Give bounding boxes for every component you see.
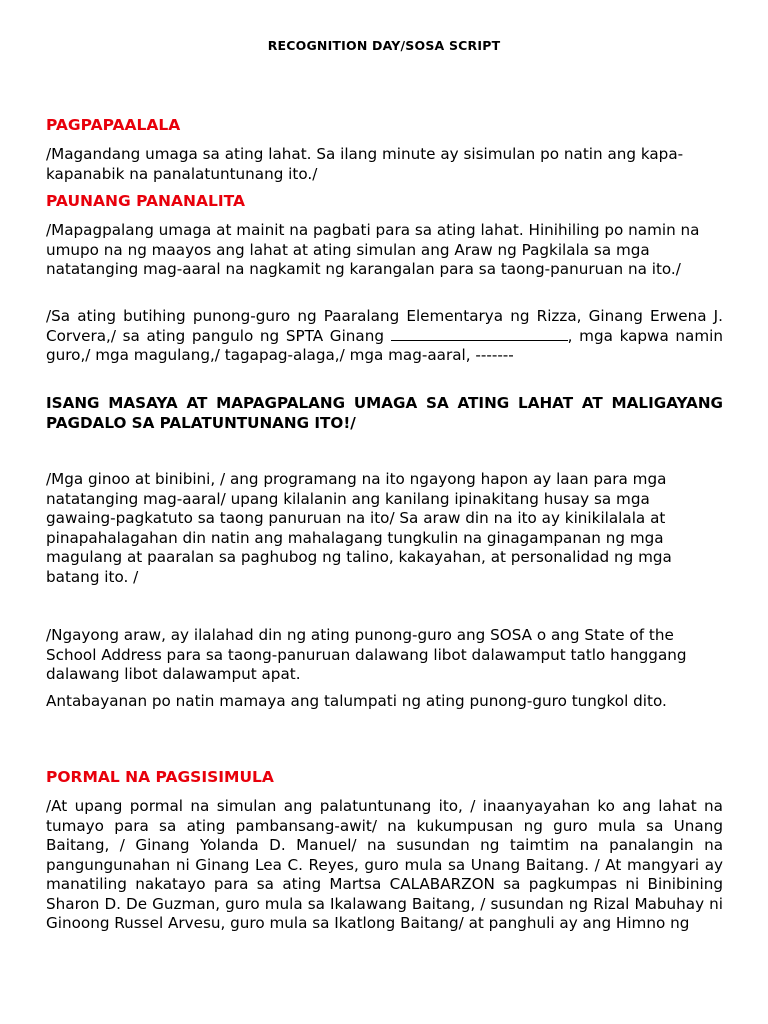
paragraph-sosa: /Ngayong araw, ay ilalahad din ng ating punong-guro ang SOSA o ang State of the School Address para sa taong-panuruan dalawang libot dalawamput tatlo hanggang dalawang libot dalawamput apat. — [46, 626, 687, 683]
paragraph-pagpapaalala: /Magandang umaga sa ating lahat. Sa ilang minute ay sisimulan po natin ang kapa-kapanabik na panalatuntunang ito./ — [46, 145, 684, 183]
acknowledgements-text-end: , mga kapwa namin guro,/ mga magulang,/ tagapag-alaga,/ mga mag-aaral, ------- — [46, 326, 724, 364]
acknowledgements-text-start: /Sa ating butihing punong-guro ng Paaralang Elementarya ng Rizza, Ginang Erwena J. Corvera,/ sa ating pangulo ng SPTA Ginang — [46, 307, 723, 345]
name-blank-line — [391, 328, 568, 341]
paragraph-opening: /At upang pormal na simulan ang palatuntunang ito, / inaanyayahan ko ang lahat na tumayo para sa ating pambansang-awit/ na kukumpusan ng guro mula sa Unang Baitang, / Ginang Yolanda D. Manuel/ na susundan ng taimtim na panalangin na pangungunahan ni Ginang Lea C. Reyes, guro mula sa Unang Baitang. / At mangyari ay manatiling nakatayo para sa ating Martsa CALABARZON sa pagkumpas ni Binibining Sharon D. De Guzman, guro mula sa Ikalawang Baitang, / susundan ng Rizal Mabuhay ni Ginoong Russel Arvesu, guro mula sa Ikatlong Baitang/ at panghuli ay ang Himno ng — [46, 797, 723, 932]
heading-pormal-na-pagsisimula: PORMAL NA PAGSISIMULA — [46, 768, 274, 786]
heading-pagpapaalala: PAGPAPAALALA — [46, 116, 181, 134]
document-title: RECOGNITION DAY/SOSA SCRIPT — [267, 38, 501, 53]
paragraph-program-purpose: /Mga ginoo at binibini, / ang programang na ito ngayong hapon ay laan para mga natatanging mag-aaral/ upang kilalanin ang kanilang ipinakitang husay sa mga gawaing-pagkatuto sa taong panuruan na ito/ Sa araw din na ito ay kinikilalala at pinapahalagahan din natin ang mahalagang tungkulin na ginagampanan ng mga magulang at paaralan sa paghubog ng talino, kakayahan, at personalidad ng mga batang ito. / — [46, 470, 672, 586]
heading-paunang-pananalita: PAUNANG PANANALITA — [46, 192, 245, 210]
paragraph-acknowledgements — [46, 307, 723, 366]
paragraph-abangan: Antabayanan po natin mamaya ang talumpati ng ating punong-guro tungkol dito. — [46, 692, 667, 710]
paragraph-welcome: ISANG MASAYA AT MAPAGPALANG UMAGA SA ATING LAHAT AT MALIGAYANG PAGDALO SA PALATUNTUNANG ITO!/ — [46, 394, 723, 432]
paragraph-greeting: /Mapagpalang umaga at mainit na pagbati para sa ating lahat. Hinihiling po namin na umupo na ng maayos ang lahat at ating simulan ang Araw ng Pagkilala sa mga natatanging mag-aaral na nagkamit ng karangalan para sa taong-panuruan na ito./ — [46, 221, 700, 278]
